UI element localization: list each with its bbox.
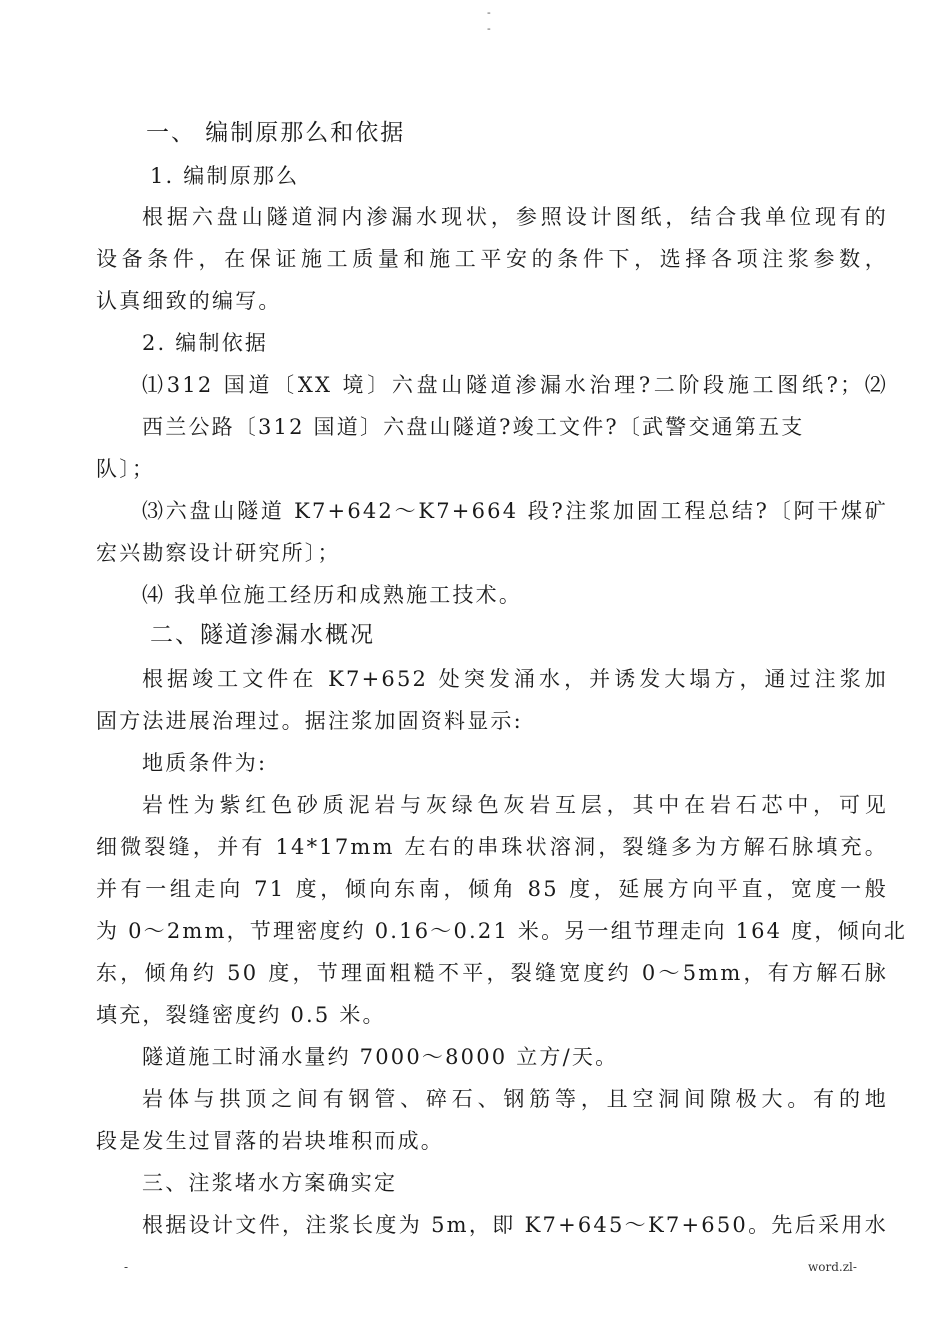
footer-left-mark: - — [124, 1260, 129, 1274]
reference-4: ⑷ 我单位施工经历和成熟施工技术。 — [142, 583, 523, 607]
section-1-sub-2: 2. 编制依据 — [142, 331, 269, 355]
section-1-sub-1: 1. 编制原那么 — [150, 164, 300, 188]
section-2-para-3-line-5: 东，倾角约 50 度，节理面粗糙不平，裂缝宽度约 0～5mm，有方解石脉 — [96, 961, 888, 985]
section-3-para-1-line-1: 根据设计文件，注浆长度为 5m，即 K7+645～K7+650。先后采用水 — [142, 1213, 888, 1237]
header-mark-2: - — [487, 22, 491, 35]
section-2-para-4: 隧道施工时涌水量约 7000～8000 立方/天。 — [142, 1045, 619, 1069]
reference-3-line-1: ⑶六盘山隧道 K7+642～K7+664 段?注浆加固工程总结?〔阿干煤矿 — [142, 499, 888, 523]
section-2-para-5-line-2: 段是发生过冒落的岩块堆积而成。 — [96, 1129, 444, 1153]
section-2-heading: 二、隧道渗漏水概况 — [150, 622, 375, 648]
section-2-para-2: 地质条件为: — [142, 751, 268, 775]
section-2-para-3-line-2: 细微裂缝，并有 14*17mm 左右的串珠状溶洞，裂缝多为方解石脉填充。 — [96, 835, 888, 859]
paragraph-1-line-3: 认真细致的编写。 — [96, 289, 282, 313]
reference-1-line-2: 西兰公路〔312 国道〕六盘山隧道?竣工文件?〔武警交通第五支 — [142, 415, 805, 439]
section-2-para-1-line-2: 固方法进展治理过。据注浆加固资料显示: — [96, 709, 523, 733]
section-2-para-5-line-1: 岩体与拱顶之间有钢管、碎石、钢筋等，且空洞间隙极大。有的地 — [142, 1087, 888, 1111]
section-2-para-1-line-1: 根据竣工文件在 K7+652 处突发涌水，并诱发大塌方，通过注浆加 — [142, 667, 888, 691]
paragraph-1-line-2: 设备条件，在保证施工质量和施工平安的条件下，选择各项注浆参数， — [96, 247, 888, 271]
section-3-heading: 三、注浆堵水方案确实定 — [142, 1171, 398, 1195]
section-1-heading: 一、 编制原那么和依据 — [146, 120, 406, 146]
paragraph-1-line-1: 根据六盘山隧道洞内渗漏水现状，参照设计图纸，结合我单位现有的 — [142, 205, 888, 229]
section-2-para-3-line-1: 岩性为紫红色砂质泥岩与灰绿色灰岩互层，其中在岩石芯中，可见 — [142, 793, 888, 817]
footer-source: word.zl- — [808, 1260, 857, 1274]
reference-1-line-3: 队〕； — [96, 457, 156, 481]
section-2-para-3-line-4: 为 0～2mm，节理密度约 0.16～0.21 米。另一组节理走向 164 度，倾向北 — [96, 919, 908, 943]
section-2-para-3-line-6: 填充，裂缝密度约 0.5 米。 — [96, 1003, 386, 1027]
header-mark-1: - — [487, 6, 491, 19]
section-2-para-3-line-3: 并有一组走向 71 度，倾向东南，倾角 85 度，延展方向平直，宽度一般 — [96, 877, 888, 901]
reference-1-line-1: ⑴312 国道〔XX 境〕六盘山隧道渗漏水治理?二阶段施工图纸?；⑵ — [142, 373, 888, 397]
reference-3-line-2: 宏兴勘察设计研究所〕； — [96, 541, 341, 565]
